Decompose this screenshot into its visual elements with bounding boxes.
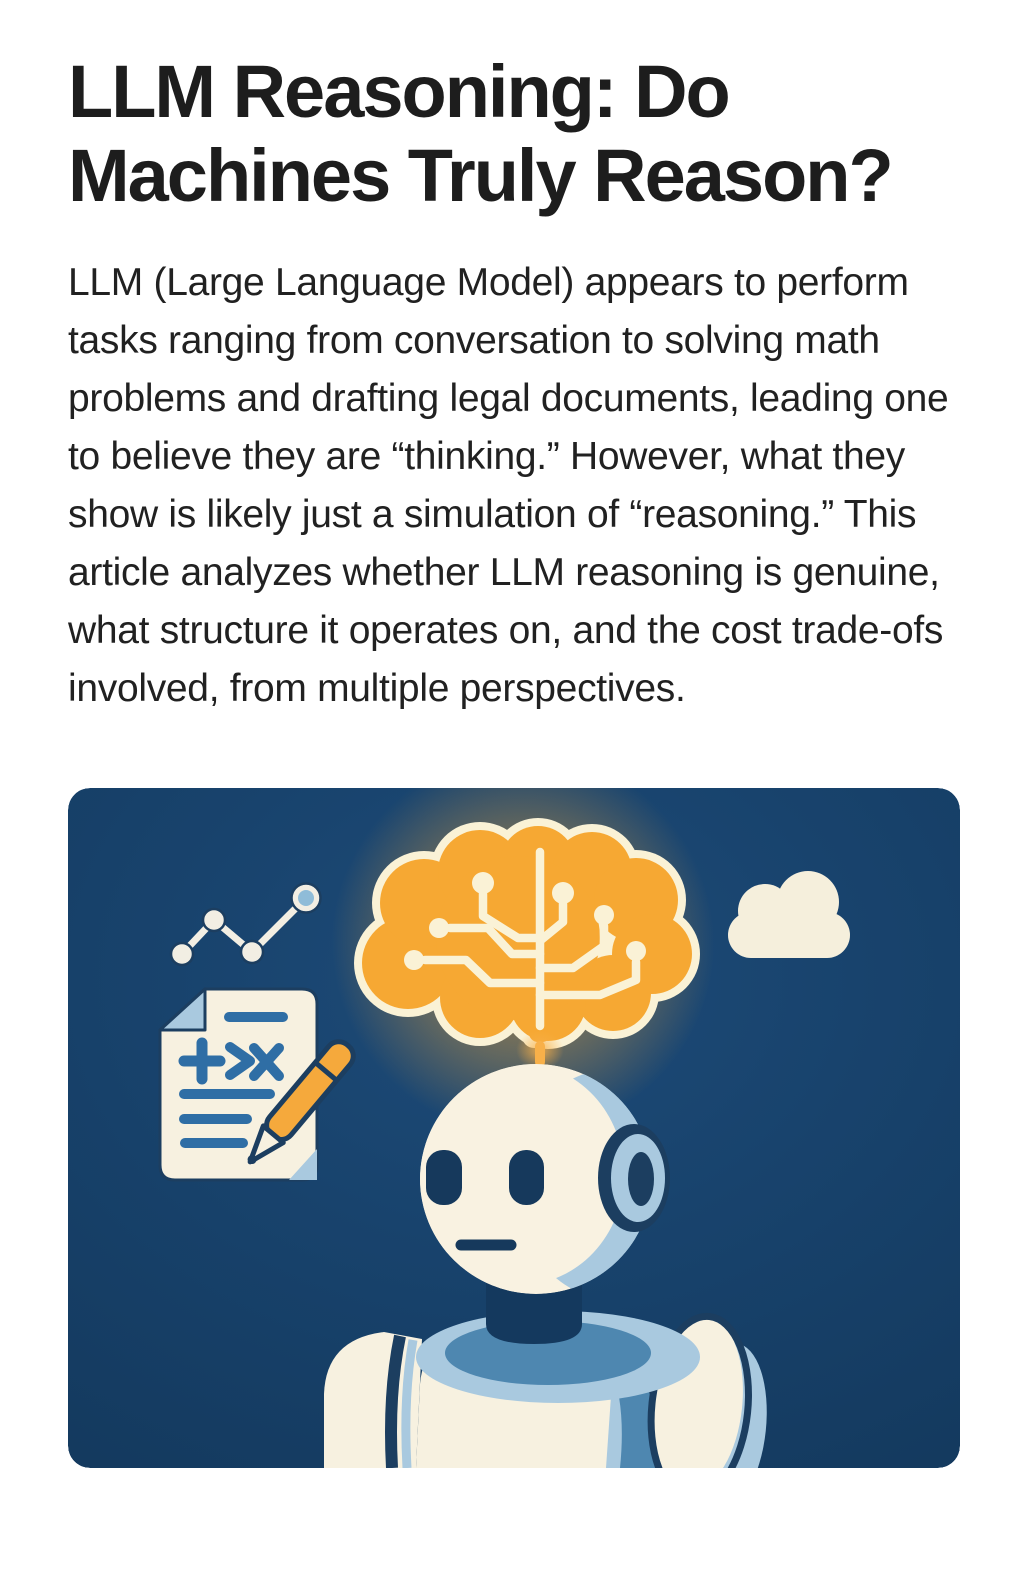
lede-line: problems and drafting legal documents, leading one [68,377,949,420]
lede-line: involved, from multiple perspectives. [68,667,686,710]
robot-right-eye [509,1150,544,1205]
article-lede [68,254,956,718]
math-document-icon [160,989,317,1180]
robot-ear [598,1124,670,1232]
lede-line: tasks ranging from conversation to solving math [68,319,880,362]
lede-line: what structure it operates on, and the cost trade-ofs [68,609,944,652]
lede-line: to believe they are “thinking.” However, what they [68,435,905,478]
robot-left-eye [426,1150,462,1205]
page-title [68,50,956,218]
lede-line: article analyzes whether LLM reasoning is genuine, [68,551,940,594]
article-hero-image [68,788,960,1468]
chart-end-dot [298,890,314,906]
article-page [0,50,1024,1468]
lede-line: LLM (Large Language Model) appears to perform [68,261,909,304]
title-line-1: LLM Reasoning: Do [68,50,729,133]
robot-brain-illustration [68,788,960,1468]
lede-line: show is likely just a simulation of “reasoning.” This [68,493,917,536]
title-line-2: Machines Truly Reason? [68,134,892,217]
